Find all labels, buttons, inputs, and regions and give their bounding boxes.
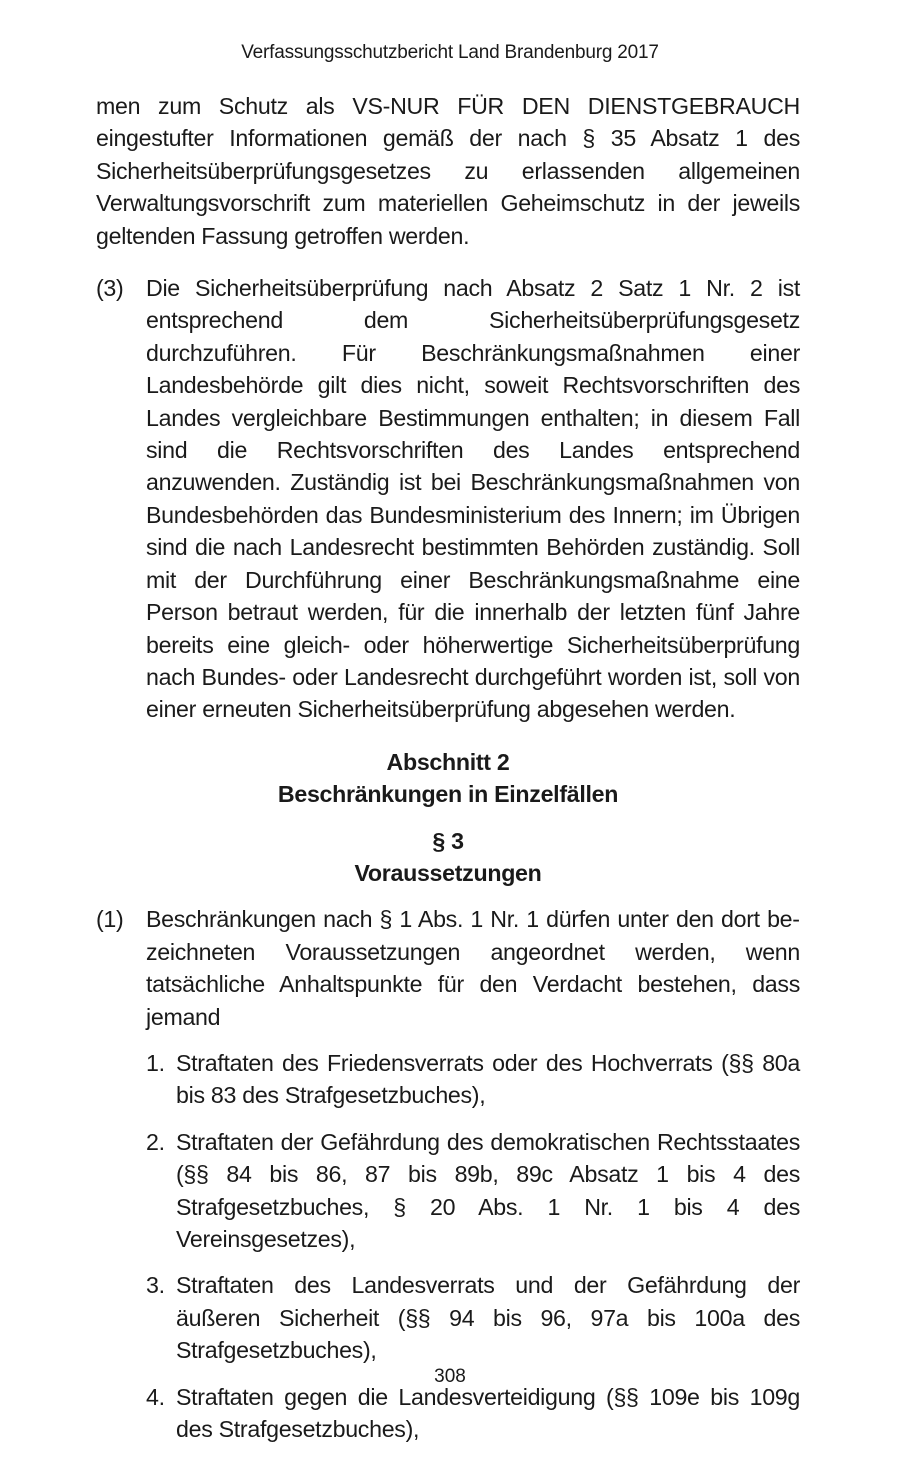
paragraph-number: (3) xyxy=(96,275,124,302)
paragraph-label: § 3 xyxy=(432,827,464,854)
list-item-text: Straftaten des Landesverrats und der Gefährdung der äußeren Sicherheit (§§ 94 bis 96, 97a bis 100a des Strafgesetzbuches), xyxy=(176,1272,800,1364)
section-heading xyxy=(96,746,800,811)
paragraph-title: Voraussetzungen xyxy=(354,859,542,886)
list-item xyxy=(146,1269,800,1366)
running-header: Verfassungsschutzbericht Land Brandenburg 2017 xyxy=(241,42,659,63)
list-item-number: 3. xyxy=(146,1272,165,1299)
page-number: 308 xyxy=(434,1366,466,1387)
paragraph-1 xyxy=(96,903,800,1033)
section-title: Beschränkungen in Einzelfällen xyxy=(277,781,619,808)
list-item-number: 1. xyxy=(146,1049,165,1076)
continuation-paragraph: men zum Schutz als VS-NUR FÜR DEN DIENSTGEBRAUCH eingestufter Informationen gemäß der nach § 35 Absatz 1 des Sicherheitsüberprüfungsgesetzes zu erlassenden allgemeinen Verwaltungsvorschrift zum materiellen Geheimschutz in der jeweils geltenden Fassung getroffen werden. xyxy=(96,93,800,249)
list-item xyxy=(146,1047,800,1112)
list-item-number: 2. xyxy=(146,1128,165,1155)
list-item-number: 4. xyxy=(146,1383,165,1410)
paragraph-1-text: Beschränkungen nach § 1 Abs. 1 Nr. 1 dürfen unter den dort bezeichneten Voraussetzungen angeordnet werden, wenn tatsächliche Anhaltspunkte für den Verdacht bestehen, dass jemand xyxy=(146,906,800,1030)
paragraph-3-text: Die Sicherheitsüberprüfung nach Absatz 2 Satz 1 Nr. 2 ist entsprechend dem Sicherheitsüberprüfungsgesetz durchzuführen. Für Beschränkungsmaßnahmen einer Landesbehörde gilt dies nicht, soweit Rechtsvorschriften des Landes vergleichbare Bestimmungen enthalten; in diesem Fall sind die Rechtsvorschriften des Landes entsprechend anzuwenden. Zuständig ist bei Beschränkungsmaßnahmen von Bundesbehörden das Bundesministerium des Innern; im Übrigen sind die nach Landesrecht bestimmten Behörden zuständig. Soll mit der Durchführung einer Beschränkungsmaßnahme eine Person betraut werden, für die innerhalb der letzten fünf Jahre bereits eine gleich- oder höherwertige Sicherheitsüberprüfung nach Bundes- oder Landesrecht durchgeführt worden ist, soll von einer erneuten Sicherheitsüberprüfung abgesehen werden. xyxy=(146,275,800,723)
paragraph-3 xyxy=(96,272,800,726)
paragraph-heading xyxy=(96,825,800,890)
list-item-text: Straftaten gegen die Landesverteidigung (§§ 109e bis 109g des Strafgesetzbuches), xyxy=(176,1383,800,1443)
list-item-text: Straftaten der Gefährdung des demokratischen Rechtsstaates (§§ 84 bis 86, 87 bis 89b, 89c Absatz 1 bis 4 des Strafgesetzbuches, § 20 Abs. 1 Nr. 1 bis 4 des Vereinsgesetzes), xyxy=(176,1128,800,1252)
list-item xyxy=(146,1126,800,1256)
list-item-text: Straftaten des Friedensverrats oder des Hochverrats (§§ 80a bis 83 des Strafgesetzbuches), xyxy=(176,1049,800,1109)
paragraph-number: (1) xyxy=(96,906,124,933)
section-label: Abschnitt 2 xyxy=(386,748,510,775)
document-body xyxy=(96,90,800,1459)
list-item xyxy=(146,1381,800,1446)
